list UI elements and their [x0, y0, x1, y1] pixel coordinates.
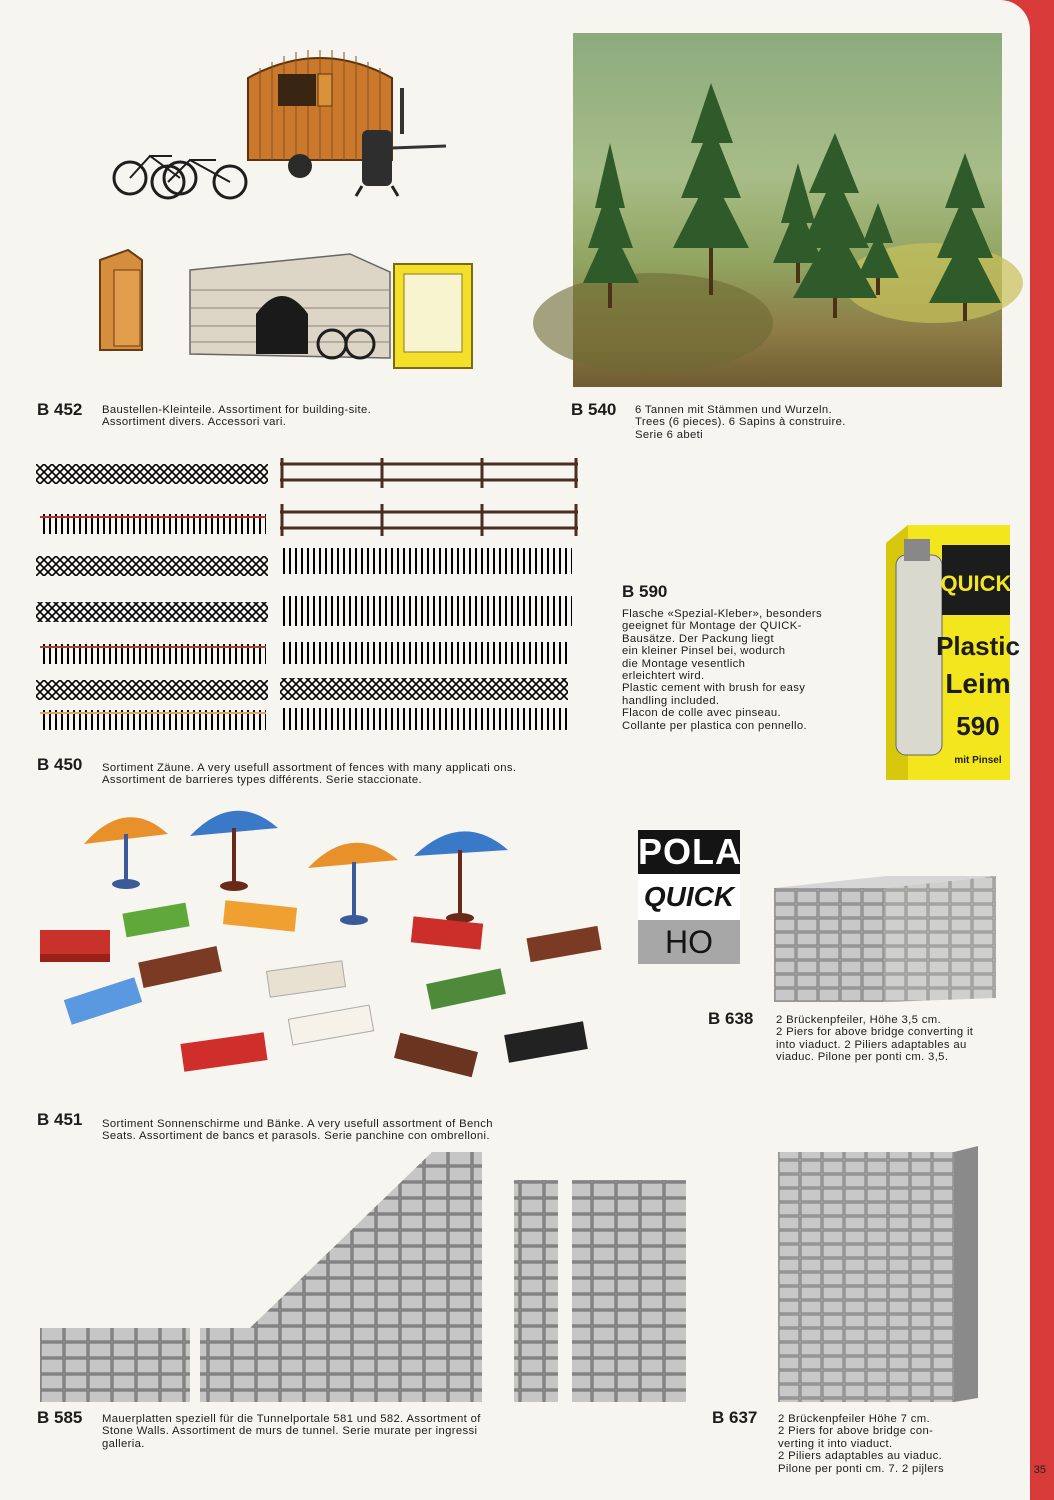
description-line: Serie 6 abeti [635, 428, 703, 441]
description-line: geeignet für Montage der QUICK- [622, 620, 802, 633]
description-line: Assortiment divers. Accessori vari. [102, 416, 287, 429]
description-line: 2 Brückenpfeiler, Höhe 3,5 cm. [776, 1014, 941, 1026]
description-line: 2 Piers for above bridge con- [778, 1425, 934, 1438]
description-line: Stone Walls. Assortiment de murs de tunnel. Serie murate per ingressi [102, 1425, 478, 1438]
stone-wall-plates-illustration [40, 1150, 690, 1402]
product-description-b452 [102, 404, 371, 429]
product-description-b638 [776, 1014, 973, 1064]
glue-box-brand: QUICK [940, 571, 1012, 596]
plastic-glue-box [886, 525, 1020, 780]
product-description-b590 [622, 608, 822, 732]
product-code-b540: B 540 [571, 400, 617, 419]
description-line: Collante per plastica con pennello. [622, 719, 807, 732]
glue-box-word2: Leim [945, 668, 1011, 699]
description-line: viaduc. Pilone per ponti cm. 3,5. [776, 1051, 949, 1064]
logo-ho: HO [638, 920, 740, 964]
description-line: ein kleiner Pinsel bei, wodurch [622, 645, 786, 658]
description-line: erleichtert wird. [622, 670, 705, 683]
description-line: verting it into viaduct. [778, 1437, 893, 1450]
product-code-b638: B 638 [708, 1009, 754, 1028]
description-line: Flasche «Spezial-Kleber», besonders [622, 608, 823, 620]
description-line: 6 Tannen mit Stämmen und Wurzeln. [635, 404, 832, 416]
page-number: 35 [1033, 1464, 1046, 1476]
building-site-accessories-illustration [90, 38, 480, 378]
product-code-b451: B 451 [37, 1110, 83, 1129]
description-line: handling included. [622, 694, 720, 707]
product-code-b450: B 450 [37, 755, 83, 774]
product-description-b585 [102, 1413, 481, 1450]
product-description-b450 [102, 762, 516, 787]
description-line: galleria. [102, 1437, 145, 1450]
fences-illustration [36, 456, 582, 736]
description-line: 2 Piliers adaptables au viaduc. [778, 1450, 943, 1463]
umbrellas-and-benches-illustration [36, 804, 616, 1104]
logo-quick: QUICK [638, 874, 740, 920]
description-line: into viaduct. 2 Piliers adaptables au [776, 1038, 967, 1051]
product-code-b585: B 585 [37, 1408, 83, 1427]
description-line: Seats. Assortiment de bancs et parasols. Serie panchine con ombrelloni. [102, 1130, 490, 1143]
description-line: Flacon de colle avec pinseau. [622, 707, 781, 720]
product-code-b452: B 452 [37, 400, 83, 419]
description-line: Bausätze. Der Packung liegt [622, 632, 774, 645]
description-line: die Montage vesentlich [622, 657, 746, 670]
description-line: 2 Piers for above bridge converting it [776, 1026, 974, 1039]
product-code-b637: B 637 [712, 1408, 758, 1427]
glue-box-word1: Plastic [936, 631, 1020, 661]
glue-box-brush-label: mit Pinsel [954, 755, 1002, 766]
product-description-b637 [778, 1413, 944, 1475]
description-line: 2 Brückenpfeiler Höhe 7 cm. [778, 1413, 930, 1425]
short-bridge-pier-illustration [774, 876, 996, 1002]
description-line: Trees (6 pieces). 6 Sapins à construire. [635, 416, 846, 429]
description-line: Baustellen-Kleinteile. Assortiment for building-site. [102, 404, 372, 416]
fir-trees-photo [573, 33, 1002, 387]
product-description-b540 [635, 404, 846, 441]
glue-box-number: 590 [956, 711, 1000, 741]
description-line: Sortiment Zäune. A very usefull assortment of fences with many applicati ons. [102, 762, 517, 774]
description-line: Sortiment Sonnenschirme und Bänke. A very usefull assortment of Bench [102, 1118, 493, 1130]
tall-bridge-pier-illustration [778, 1146, 978, 1402]
description-line: Plastic cement with brush for easy [622, 682, 806, 695]
description-line: Pilone per ponti cm. 7. 2 pijlers [778, 1462, 945, 1475]
description-line: Mauerplatten speziell für die Tunnelportale 581 und 582. Assortment of [102, 1413, 481, 1425]
pola-quick-ho-logo [638, 830, 743, 966]
description-line: Assortiment de barrieres types différents. Serie staccionate. [102, 774, 423, 787]
product-description-b451 [102, 1118, 493, 1143]
product-code-b590: B 590 [622, 582, 668, 601]
logo-pola: POLA [638, 831, 743, 872]
